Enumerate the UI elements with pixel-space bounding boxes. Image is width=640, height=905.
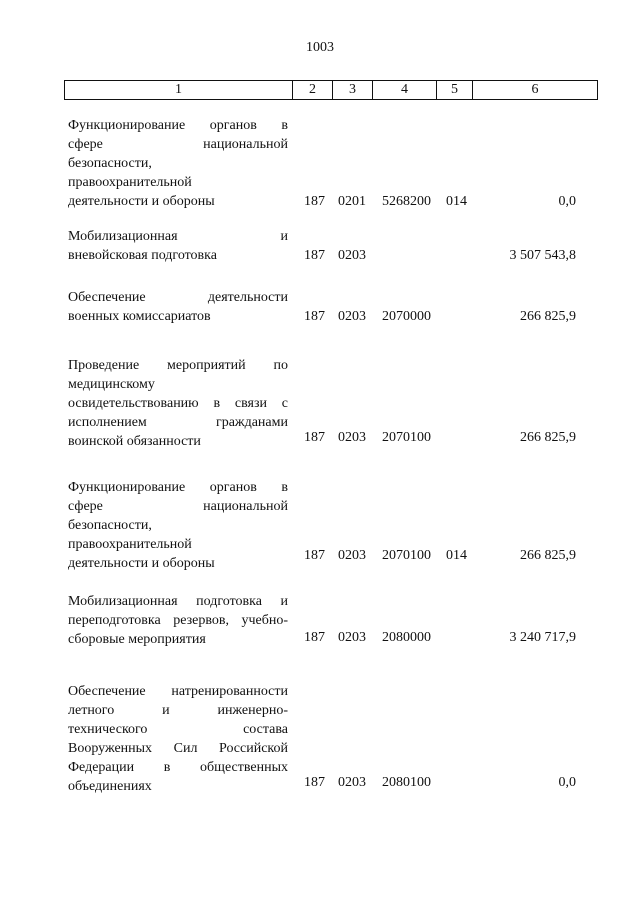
cell-col-6: 266 825,9 <box>520 430 576 445</box>
cell-col-3: 0203 <box>338 775 366 790</box>
cell-col-4: 5268200 <box>382 194 431 209</box>
cell-col-6: 266 825,9 <box>520 309 576 324</box>
header-col-4: 4 <box>373 81 437 99</box>
description-line: безопасности, <box>68 518 152 533</box>
description-line: правоохранительной <box>68 537 192 552</box>
description-line: правоохранительной <box>68 175 192 190</box>
cell-col-2: 187 <box>304 430 325 445</box>
cell-col-4: 2070000 <box>382 309 431 324</box>
header-col-5: 5 <box>437 81 473 99</box>
cell-col-6: 266 825,9 <box>520 548 576 563</box>
table-header <box>64 80 598 100</box>
description-line: деятельности и обороны <box>68 556 215 571</box>
header-col-6: 6 <box>531 82 539 97</box>
cell-col-4: 2080100 <box>382 775 431 790</box>
cell-col-3: 0201 <box>338 194 366 209</box>
description-line: Мобилизационная подготовка и <box>68 594 288 609</box>
description-line: технического состава <box>68 722 288 737</box>
cell-col-3: 0203 <box>338 248 366 263</box>
cell-col-3: 0203 <box>338 548 366 563</box>
cell-col-3: 0203 <box>338 630 366 645</box>
header-col-2: 2 <box>293 81 333 99</box>
cell-col-6: 0,0 <box>558 775 576 790</box>
cell-col-5: 014 <box>446 548 467 563</box>
cell-col-4: 2080000 <box>382 630 431 645</box>
row-description <box>68 116 288 211</box>
description-line: Федерации в общественных <box>68 760 288 775</box>
cell-col-4: 2070100 <box>382 430 431 445</box>
cell-col-2: 187 <box>304 194 325 209</box>
cell-col-6: 0,0 <box>558 194 576 209</box>
row-description <box>68 356 288 451</box>
cell-col-3: 0203 <box>338 430 366 445</box>
description-line: воинской обязанности <box>68 434 201 449</box>
cell-col-6: 3 507 543,8 <box>509 248 576 263</box>
description-line: безопасности, <box>68 156 152 171</box>
description-line: вневойсковая подготовка <box>68 248 217 263</box>
cell-col-2: 187 <box>304 309 325 324</box>
cell-col-2: 187 <box>304 775 325 790</box>
header-col-1: 1 <box>65 81 293 99</box>
cell-col-2: 187 <box>304 630 325 645</box>
row-description <box>68 478 288 573</box>
description-line: военных комиссариатов <box>68 309 211 324</box>
description-line: Функционирование органов в <box>68 480 288 495</box>
description-line: медицинскому <box>68 377 155 392</box>
description-line: Обеспечение натренированности <box>68 684 288 699</box>
description-line: освидетельствованию в связи с <box>68 396 288 411</box>
row-description <box>68 682 288 796</box>
cell-col-5: 014 <box>446 194 467 209</box>
description-line: сфере национальной <box>68 137 288 152</box>
cell-col-2: 187 <box>304 248 325 263</box>
page-number: 1003 <box>306 40 334 55</box>
description-line: Вооруженных Сил Российской <box>68 741 288 756</box>
cell-col-6: 3 240 717,9 <box>509 630 576 645</box>
cell-col-2: 187 <box>304 548 325 563</box>
description-line: Проведение мероприятий по <box>68 358 288 373</box>
description-line: деятельности и обороны <box>68 194 215 209</box>
description-line: сборовые мероприятия <box>68 632 206 647</box>
description-line: исполнением гражданами <box>68 415 288 430</box>
description-line: Обеспечение деятельности <box>68 290 288 305</box>
row-description <box>68 288 288 326</box>
description-line: переподготовка резервов, учебно- <box>68 613 288 628</box>
description-line: объединениях <box>68 779 152 794</box>
description-line: сфере национальной <box>68 499 288 514</box>
cell-col-4: 2070100 <box>382 548 431 563</box>
description-line: летного и инженерно- <box>68 703 288 718</box>
row-description <box>68 592 288 649</box>
description-line: Функционирование органов в <box>68 118 288 133</box>
description-line: Мобилизационная и <box>68 229 288 244</box>
header-col-3: 3 <box>333 81 373 99</box>
row-description <box>68 227 288 265</box>
cell-col-3: 0203 <box>338 309 366 324</box>
